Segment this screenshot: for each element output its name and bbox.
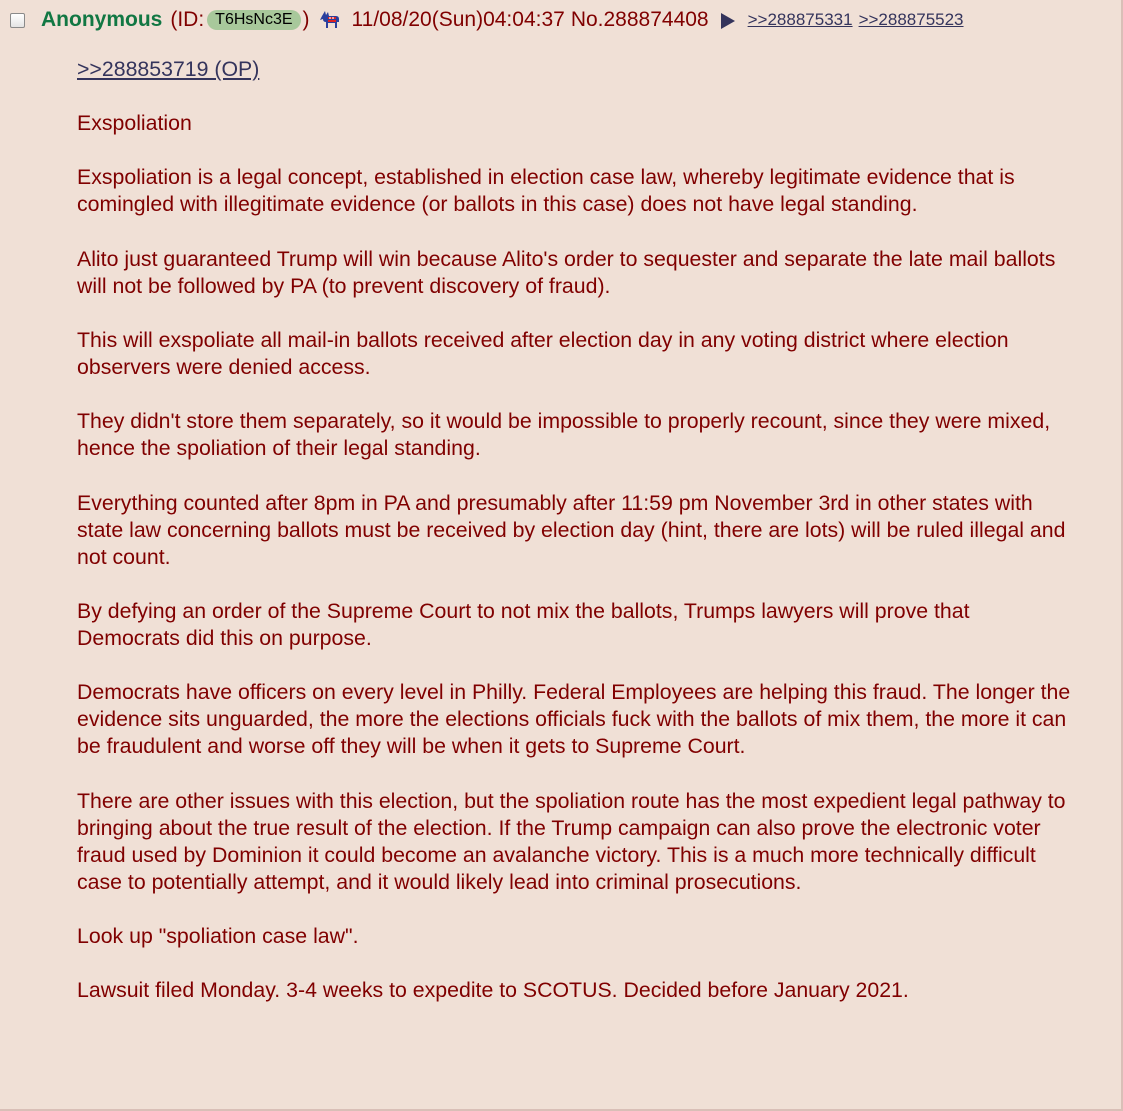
post-number[interactable]: No.288874408 [570, 8, 709, 31]
backlink-2[interactable]: >>288875523 [858, 10, 964, 29]
post-menu-arrow-icon[interactable] [721, 13, 735, 29]
post-select-checkbox[interactable] [10, 13, 25, 28]
message-paragraph: Everything counted after 8pm in PA and presumably after 11:59 pm November 3rd in other states with state law concerning ballots must be received by election day (hint, there are lots) will be ruled illegal and not count. [77, 490, 1066, 569]
poster-name: Anonymous [41, 8, 163, 31]
message-paragraph: Alito just guaranteed Trump will win because Alito's order to sequester and separate the late mail ballots will not be followed by PA (to prevent discovery of fraud). [77, 246, 1056, 298]
poster-id-close: ) [302, 8, 310, 31]
backlink-1[interactable]: >>288875331 [747, 10, 853, 29]
message-paragraph: Look up "spoliation case law". [77, 924, 359, 948]
message-paragraph: They didn't store them separately, so it would be impossible to properly recount, since they were mixed, hence the spoliation of their legal standing. [77, 409, 1051, 461]
post-message [77, 56, 1077, 1031]
poster-id [170, 8, 309, 32]
message-paragraph: By defying an order of the Supreme Court to not mix the ballots, Trumps lawyers will prove that Democrats did this on purpose. [77, 598, 970, 650]
poster-id-badge[interactable]: T6HsNc3E [207, 10, 300, 30]
post-datetime: 11/08/20(Sun)04:04:37 [351, 8, 565, 31]
post-info [10, 7, 970, 33]
message-paragraph: Exspoliation is a legal concept, established in election case law, whereby legitimate evidence that is comingled with illegitimate evidence (or ballots in this case) does not have legal standing. [77, 165, 1015, 217]
democrat-donkey-flag-icon [318, 9, 342, 31]
message-paragraph: This will exspoliate all mail-in ballots received after election day in any voting district where election observers were denied access. [77, 327, 1009, 380]
poster-id-label: (ID: [170, 8, 205, 31]
op-quote-link[interactable]: >>288853719 (OP) [77, 57, 260, 81]
message-paragraph: Lawsuit filed Monday. 3-4 weeks to expedite to SCOTUS. Decided before January 2021. [77, 978, 909, 1003]
message-paragraph: Exspoliation [77, 111, 192, 136]
message-paragraph: Democrats have officers on every level in Philly. Federal Employees are helping this fraud. The longer the evidence sits unguarded, the more the elections officials fuck with the ballots of mix them, the more it can be fraudulent and worse off they will be when it gets to Supreme Court. [77, 680, 1071, 759]
message-paragraph: There are other issues with this election, but the spoliation route has the most expedient legal pathway to bringing about the true result of the election. If the Trump campaign can also prove the electronic voter fraud used by Dominion it could become an avalanche victory. This is a much more technically difficult case to potentially attempt, and it would likely lead into criminal prosecutions. [77, 788, 1066, 894]
